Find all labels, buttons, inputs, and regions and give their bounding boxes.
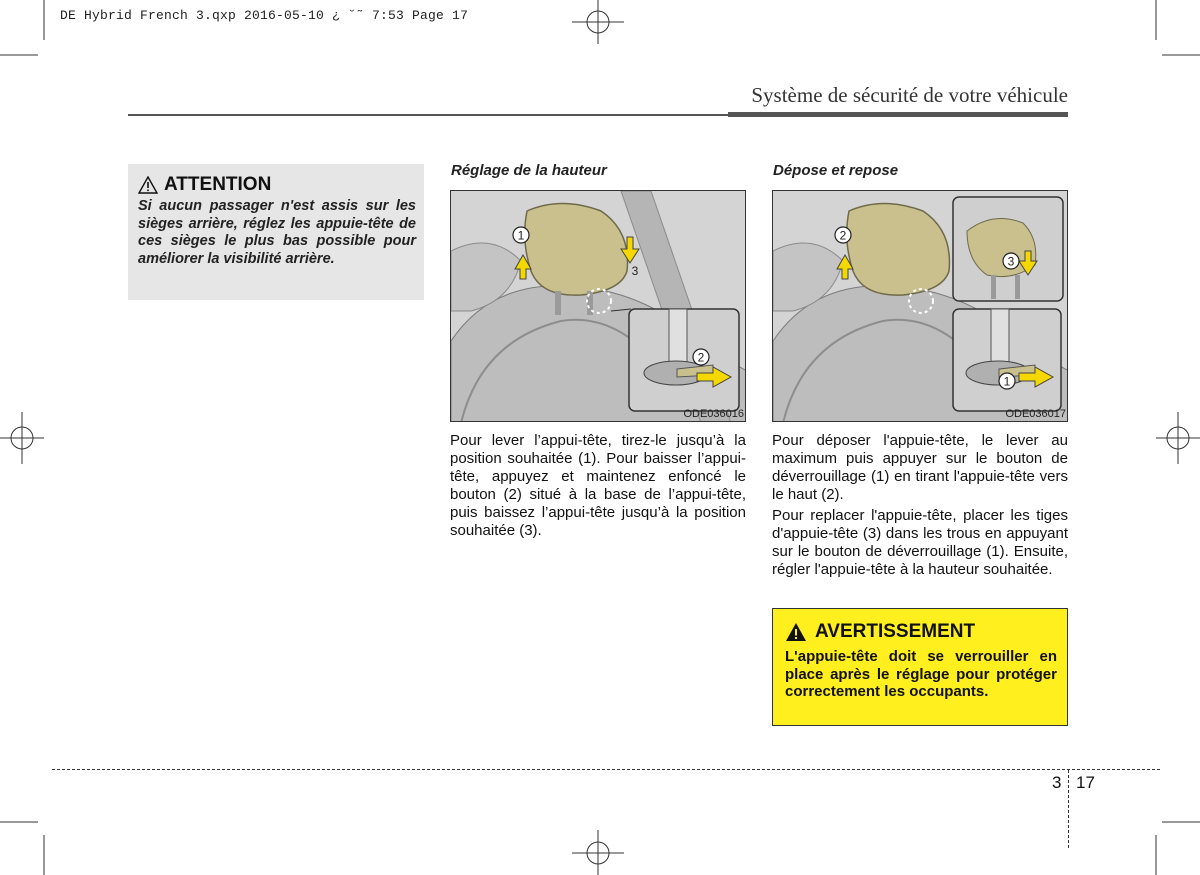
installation-paragraph: Pour replacer l'appuie-tête, placer les tiges d'appuie-tête (3) dans les trous en appuyant sur le bouton de déverrouillage (1). Ensuite, régler l'appuie-tête à la hauteur souhaitée. [772, 507, 1068, 578]
running-title: Système de sécurité de votre véhicule [751, 83, 1068, 107]
warning-title: AVERTISSEMENT [815, 621, 976, 642]
print-slug: DE Hybrid French 3.qxp 2016-05-10 ¿ ˘˜ 7:53 Page 17 [60, 8, 469, 23]
attention-box [128, 164, 424, 300]
svg-text:3: 3 [631, 264, 639, 278]
page-number: 17 [1076, 773, 1095, 792]
attention-text: Si aucun passager n'est assis sur les sièges arrière, réglez les appuie-tête de ces sièges le plus bas possible pour améliorer la visibilité arrière. [138, 198, 416, 267]
svg-text:1: 1 [1003, 374, 1011, 389]
svg-text:2: 2 [839, 228, 847, 243]
svg-text:1: 1 [517, 228, 525, 243]
header-rule-accent [728, 112, 1068, 117]
warning-icon [785, 622, 807, 642]
page-number-divider [1068, 770, 1069, 848]
footer-rule [52, 769, 1160, 770]
figure-code: ODE036016 [683, 408, 744, 420]
headrest-height-figure [450, 190, 746, 422]
section-heading-height: Réglage de la hauteur [451, 162, 607, 179]
headrest-removal-figure [772, 190, 1068, 422]
warning-text: L'appuie-tête doit se verrouiller en place après le réglage pour protéger correctement les occupants. [785, 648, 1057, 700]
height-adjust-paragraph: Pour lever l’appui-tête, tirez-le jusqu’à la position souhaitée (1). Pour baisser l’appui-tête, appuyez et maintenez enfoncé le bouton (2) situé à la base de l’appui-tête, puis baissez l’appui-tête jusqu’à la position souhaitée (3). [450, 432, 746, 539]
warning-heading [785, 621, 1057, 643]
attention-title: ATTENTION [164, 174, 272, 195]
section-heading-removal: Dépose et repose [773, 162, 899, 179]
svg-text:3: 3 [1007, 254, 1015, 269]
attention-heading [138, 174, 416, 196]
caution-icon [138, 176, 158, 194]
warning-box [772, 608, 1068, 726]
svg-text:2: 2 [697, 350, 705, 365]
chapter-number: 3 [1052, 773, 1062, 792]
removal-paragraph: Pour déposer l'appuie-tête, le lever au maximum puis appuyer sur le bouton de déverrouillage (1) en tirant l'appuie-tête vers le haut (2). [772, 432, 1068, 503]
header-rule [128, 114, 728, 116]
figure-code: ODE036017 [1005, 408, 1066, 420]
